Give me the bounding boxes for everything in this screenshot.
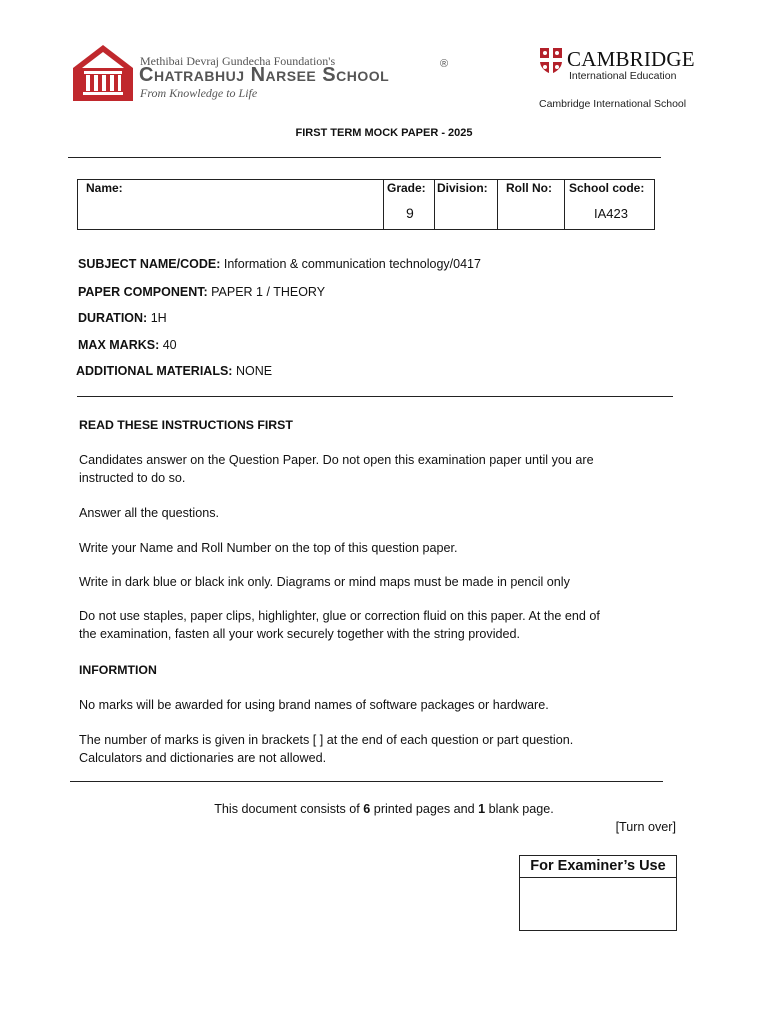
subject-field: SUBJECT NAME/CODE: Information & communication technology/0417 — [78, 257, 481, 271]
school-code-value: IA423 — [594, 206, 628, 221]
grade-value: 9 — [406, 205, 414, 221]
examiner-use-box — [519, 855, 677, 931]
school-code-label: School code: — [569, 181, 645, 195]
information-divider — [70, 781, 663, 782]
roll-no-label: Roll No: — [506, 181, 552, 195]
name-label: Name: — [86, 181, 123, 195]
title-divider — [68, 157, 661, 158]
instruction-paragraph-4: Write in dark blue or black ink only. Diagrams or mind maps must be made in pencil only — [79, 575, 570, 589]
foundation-name: Methibai Devraj Gundecha Foundation's — [140, 54, 336, 68]
instruction-paragraph-2: Answer all the questions. — [79, 506, 220, 520]
paper-component-field: PAPER COMPONENT: PAPER 1 / THEORY — [78, 285, 326, 299]
instruction-paragraph-1: Candidates answer on the Question Paper. Do not open this examination paper until you are instructed to do so. — [79, 453, 594, 485]
cambridge-subtitle: International Education — [569, 70, 677, 82]
candidate-info-table — [77, 179, 655, 230]
instructions-heading: READ THESE INSTRUCTIONS FIRST — [79, 418, 293, 432]
grade-label: Grade: — [387, 181, 426, 195]
cambridge-name: CAMBRIDGE — [567, 47, 695, 71]
division-label: Division: — [437, 181, 488, 195]
examiner-use-heading: For Examiner’s Use — [520, 856, 676, 878]
paper-title: FIRST TERM MOCK PAPER - 2025 — [295, 127, 473, 139]
cambridge-school-label: Cambridge International School — [539, 98, 687, 110]
school-crest-logo — [72, 44, 134, 102]
details-divider — [77, 396, 673, 397]
registered-mark: ® — [440, 58, 449, 70]
max-marks-field: MAX MARKS: 40 — [78, 338, 177, 352]
cambridge-shield-icon — [539, 47, 563, 75]
additional-materials-field: ADDITIONAL MATERIALS: NONE — [76, 364, 273, 378]
school-name: Chatrabhuj Narsee School — [139, 64, 390, 86]
information-paragraph-1: No marks will be awarded for using brand names of software packages or hardware. — [79, 698, 549, 712]
information-heading: INFORMTION — [79, 663, 157, 677]
page-count-note: This document consists of 6 printed pages and 1 blank page. — [214, 802, 554, 816]
instruction-paragraph-3: Write your Name and Roll Number on the top of this question paper. — [79, 541, 458, 555]
instruction-paragraph-5: Do not use staples, paper clips, highlighter, glue or correction fluid on this paper. At the end of the examination, fasten all your work securely together with the string provided. — [79, 609, 600, 641]
school-motto: From Knowledge to Life — [140, 86, 258, 100]
turn-over-label: [Turn over] — [615, 820, 676, 834]
information-paragraph-2: The number of marks is given in brackets [ ] at the end of each question or part question. Calculators and dictionaries are not allowed. — [79, 733, 574, 765]
duration-field: DURATION: 1H — [78, 311, 167, 325]
